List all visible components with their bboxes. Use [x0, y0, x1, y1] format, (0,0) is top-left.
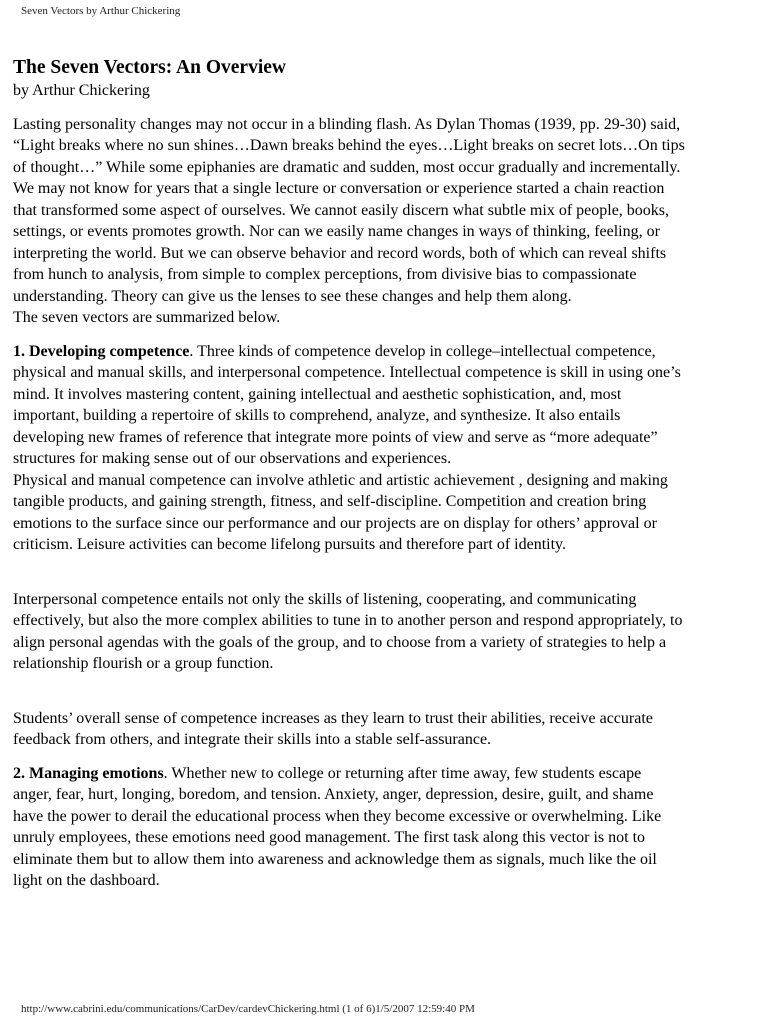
vector-2-paragraph — [13, 763, 758, 892]
text-line: that transformed some aspect of ourselves. We cannot easily discern what subtle mix of people, books, — [13, 201, 670, 219]
page-title: The Seven Vectors: An Overview — [13, 57, 286, 78]
text-line: from hunch to analysis, from simple to complex perceptions, from divisive bias to compassionate — [13, 266, 637, 283]
text-line — [13, 341, 758, 363]
text-line: tangible products, and gaining strength, fitness, and self-discipline. Competition and creation bring — [13, 493, 647, 510]
article-body — [13, 56, 758, 892]
vector-1-paragraph — [13, 341, 758, 556]
intro-paragraph — [13, 114, 758, 329]
text-line: settings, or events promotes growth. Nor can we easily name changes in ways of thinking, feeling, or — [13, 223, 660, 240]
text-line: align personal agendas with the goals of the group, and to choose from a variety of strategies to help a — [13, 633, 667, 651]
text-line: The seven vectors are summarized below. — [13, 309, 281, 326]
text-line: unruly employees, these emotions need good management. The first task along this vector is not to — [13, 829, 646, 846]
text-line: developing new frames of reference that integrate more points of view and serve as “more adequate” — [13, 428, 658, 446]
text-line: We may not know for years that a single lecture or conversation or experience started a chain reaction — [13, 180, 665, 197]
text-line: light on the dashboard. — [13, 872, 160, 889]
text-line: Physical and manual competence can involve athletic and artistic achievement , designing and making — [13, 471, 668, 489]
text-line: “Light breaks where no sun shines…Dawn breaks behind the eyes…Light breaks on secret lots…On tips — [13, 137, 685, 154]
text-line: effectively, but also the more complex abilities to tune in to another person and respond appropriately, to — [13, 612, 683, 629]
text-line: understanding. Theory can give us the lenses to see these changes and help them along. — [13, 287, 572, 305]
text-line: emotions to the surface since our performance and our projects are on display for others’ approval or — [13, 514, 657, 532]
text-line: mind. It involves mastering content, gaining intellectual and aesthetic sophistication, and, most — [13, 385, 622, 403]
vector-2-first-line: . Whether new to college or returning after time away, few students escape — [163, 764, 642, 782]
text-line: anger, fear, hurt, longing, boredom, and tension. Anxiety, anger, depression, desire, guilt, and shame — [13, 786, 654, 803]
text-line: Interpersonal competence entails not only the skills of listening, cooperating, and communicating — [13, 590, 637, 608]
text-line: feedback from others, and integrate their skills into a stable self-assurance. — [13, 731, 492, 748]
vector-1-first-line: . Three kinds of competence develop in college–intellectual competence, — [189, 342, 656, 360]
text-line: Students’ overall sense of competence increases as they learn to trust their abilities, receive accurate — [13, 709, 653, 727]
text-line — [13, 763, 758, 785]
byline: by Arthur Chickering — [13, 82, 150, 99]
text-line: eliminate them but to allow them into awareness and acknowledge them as signals, much like the oil — [13, 850, 657, 868]
text-line: important, building a repertoire of skills to comprehend, analyze, and synthesize. It also entails — [13, 407, 621, 424]
text-line: physical and manual skills, and interpersonal competence. Intellectual competence is skill in using one’s — [13, 364, 681, 381]
text-line: criticism. Leisure activities can become lifelong pursuits and therefore part of identity. — [13, 536, 566, 553]
interpersonal-paragraph — [13, 589, 758, 675]
text-line: of thought…” While some epiphanies are dramatic and sudden, most occur gradually and incrementally. — [13, 158, 681, 176]
text-line: interpreting the world. But we can observe behavior and record words, both of which can reveal shifts — [13, 244, 667, 262]
text-line: Lasting personality changes may not occur in a blinding flash. As Dylan Thomas (1939, pp. 29-30) said, — [13, 115, 681, 133]
text-line: have the power to derail the educational process when they become excessive or overwhelming. Like — [13, 807, 662, 825]
running-header: Seven Vectors by Arthur Chickering — [21, 5, 181, 17]
vector-1-heading: 1. Developing competence — [13, 342, 190, 360]
source-url-footer: http://www.cabrini.edu/communications/CarDev/cardevChickering.html (1 of 6)1/5/2007 12:59:40 PM — [21, 1003, 475, 1015]
vector-2-heading: 2. Managing emotions — [13, 764, 164, 782]
text-line: relationship flourish or a group function. — [13, 655, 274, 672]
text-line: structures for making sense out of our observations and experiences. — [13, 450, 452, 467]
overall-competence-paragraph — [13, 708, 758, 751]
